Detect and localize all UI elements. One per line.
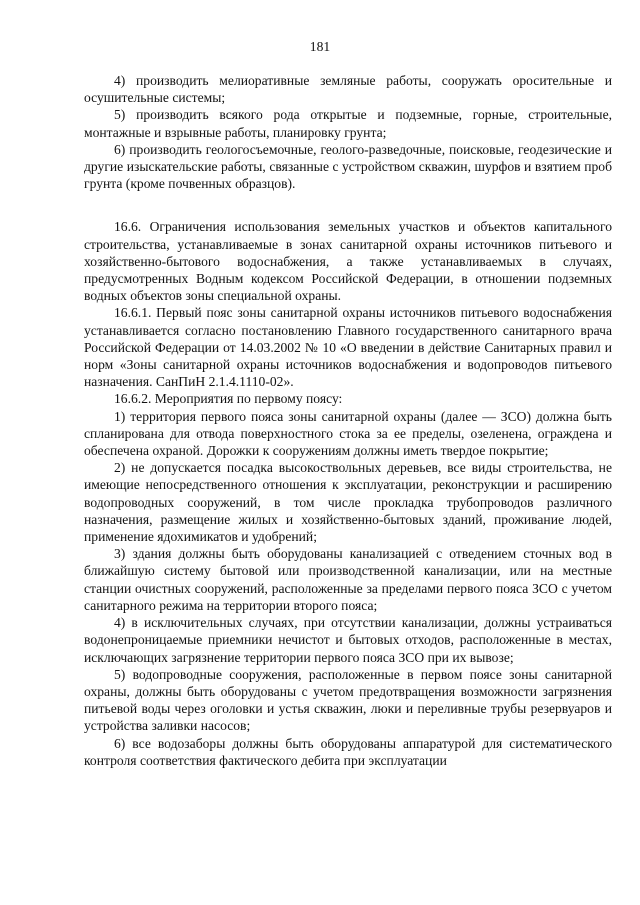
measure-item-6: 6) все водозаборы должны быть оборудованы аппаратурой для систематического контроля соответствия фактического дебита при эксплуатации [84,735,612,768]
document-body [84,72,612,769]
section-16-6-2: 16.6.2. Мероприятия по первому поясу: [114,391,343,407]
measure-item-3: 3) здания должны быть оборудованы канализацией с отведением сточных вод в ближайшую систему бытовой или производственной канализации, или на местные станции очистных сооружений, расположенные за пределами первого пояса ЗСО с учетом санитарного режима на территории второго пояса; [84,546,612,613]
section-gap [84,192,612,218]
page-number: 181 [309,39,331,54]
measure-item-5: 5) водопроводные сооружения, расположенные в первом поясе зоны санитарной охраны, должны быть оборудованы с учетом предотвращения возможности загрязнения питьевой воды через оголовки и устья скважин, люки и переливные трубы резервуаров и устройства заливки насосов; [84,666,612,734]
section-16-6-1: 16.6.1. Первый пояс зоны санитарной охраны источников питьевого водоснабжения устанавливается согласно постановлению Главного государственного санитарного врача Российской Федерации от 14.03.2002 № 10 «О введении в действие Санитарных правил и норм «Зоны санитарной охраны источников водоснабжения и водопроводов питьевого назначения. СанПиН 2.1.4.1110-02». [84,305,612,390]
list-item-6: 6) производить геологосъемочные, геолого-разведочные, поисковые, геодезические и другие изыскательские работы, связанные с устройством скважин, шурфов и взятием проб грунта (кроме почвенных образцов). [84,141,612,192]
measure-item-4: 4) в исключительных случаях, при отсутствии канализации, должны устраиваться водонепроницаемые приемники нечистот и бытовых отходов, расположенные в местах, исключающих загрязнение территории первого пояса ЗСО при их вывозе; [84,615,612,665]
measure-item-1: 1) территория первого пояса зоны санитарной охраны (далее — ЗСО) должна быть спланирована для отвода поверхностного стока за ее пределы, озеленена, ограждена и обеспечена охраной. Дорожки к сооружениям должны иметь твердое покрытие; [84,408,612,459]
list-item-4: 4) производить мелиоративные земляные работы, сооружать оросительные и осушительные системы; [84,73,612,106]
list-item-5: 5) производить всякого рода открытые и подземные, горные, строительные, монтажные и взрывные работы, планировку грунта; [84,107,612,140]
section-16-6-heading: 16.6. Ограничения использования земельных участков и объектов капитального строительства, устанавливаемые в зонах санитарной охраны источников питьевого и хозяйственно-бытового водоснабжения, а также устанавливаемых в случаях, предусмотренных Водным кодексом Российской Федерации, в отношении подземных водных объектов зоны специальной охраны. [84,219,612,304]
measure-item-2: 2) не допускается посадка высокоствольных деревьев, все виды строительства, не имеющие непосредственного отношения к эксплуатации, реконструкции и расширению водопроводных сооружений, в том числе прокладка трубопроводов различного назначения, размещение жилых и хозяйственно-бытовых зданий, проживание людей, применение ядохимикатов и удобрений; [84,460,612,545]
